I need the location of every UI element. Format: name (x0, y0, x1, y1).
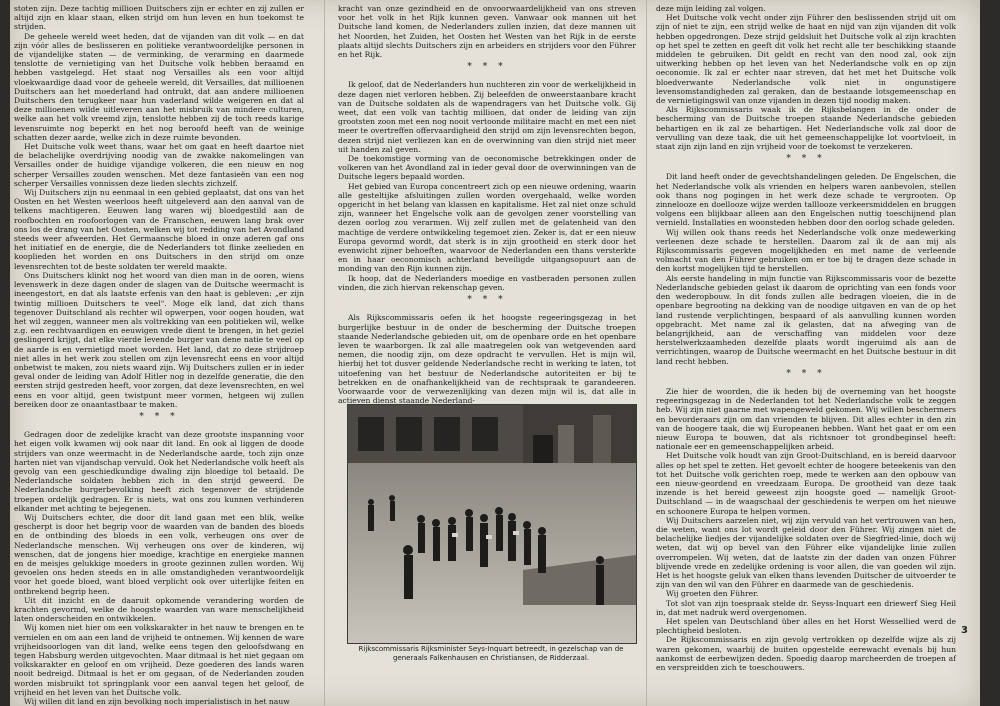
section-separator: * * * (467, 295, 507, 306)
paragraph: Het Duitsche volk vecht onder zijn Führer den beslissenden strijd uit om zijn of niet te zijn, een strijd welke de haat en nijd van zijn vijanden dit volk hebben opgedrongen. Deze strijd geldsluit het Duitsche volk al zijn krachten op het spel te zetten en geeft dit volk het recht alle ter beschikking staande middelen te gebruiken. Dit geldt en recht van den nood zal, ook zijn uitwerking hebben op het leven van het Nederlandsche volk en op zijn oeconomie. Ik zal er echter naar streven, dat het met het Duitsche volk bloedverwante Nederlandsche volk niet in ongunstigere levensomstandigheden zal geraken, dan de bestaande lotsgemeenschap en de vernietigingswil van onze vijanden in dezen tijd noodig maken. (656, 13, 956, 106)
paragraph: Wij groeten den Führer. (666, 589, 759, 599)
text-column-left (14, 4, 304, 706)
paragraph: Wij Duitschers aarzelen niet, wij zijn vervuld van het vertrouwen van hen, die weten, want ons lot wordt geleid door den Führer. Wij zingen niet de belachelijke liedjes der vijandelijke soldaten over de Siegfried-linie, doch wij weten, dat wij op bevel van den Führer elke vijandelijke linie zullen overrompelen. Wij weten, dat de laatste zin der daden van onzen Führer blijvende vrede en zedelijke ordening is voor allen, die van goeden wil zijn. Het is het hoogste geluk van elken thans levenden Duitscher de uitvoerder te zijn van den wil van den Führer en daarmede van de geschiedenis. (656, 515, 956, 590)
section-separator: * * * (786, 154, 826, 165)
text-column-middle (338, 4, 636, 405)
paragraph: Als Rijkscommissaris oefen ik het hoogste regeeringsgezag in het burgerlijke bestuur in de onder de bescherming der Duitsche troepen staande Nederlandsche gebieden uit, om de openbare orde en het openbare leven te waarborgen. Ik zal alle maatregelen ook van wetgevenden aard nemen, die noodig zijn, om deze opdracht te vervullen. Het is mijn wil, hierbij het tot dusver geldende Nederlandsche recht in werking te laten, tot uitoefening van het bestuur de Nederlandsche autoriteiten er bij te betrekken en de onafhankelijkheid van de rechtspraak te garandeeren. Voorwaarde voor de verwezenlijking van dezen mijn wil is, dat alle in actieven dienst staande Nederland- (338, 313, 636, 406)
photo-caption: Rijkscommissaris Rijksminister Seys-Inquart betreedt, in gezelschap van de generaals Falkenhausen en Christiansen, de Ridderzaal. (358, 645, 624, 662)
paragraph: Het Duitsche volk houdt van zijn Groot-Duitschland, en is bereid daarvoor alles op het spel te zetten. Het gevoelt echter de hoogere beteekenis van den tot het Duitsche volk gerichten roep, mede te werken aan den opbouw van een nieuw-geordend en vreedzaam Europa. De grootheid van deze taak inzende is het bereid geweest zijn hoogste goed — namelijk Groot-Duitschland — in de waagschaal der geschiedenis te werpen om het nieuwe en schoonere Europa te helpen vormen. (656, 451, 956, 516)
page-marker: 3 (961, 625, 968, 636)
section-separator: * * * (467, 62, 507, 73)
newspaper-page (10, 0, 980, 706)
news-photo (347, 404, 637, 644)
section-separator: * * * (786, 368, 826, 379)
paragraph: Wij komen niet hier om een volkskarakter in het nauw te brengen en te vernielen en om aan een land de vrijheid te ontnemen. Wij kennen de ware vrijheidsoorlogen van dit land, welke eens tegen den geloofsdwang en tegen Habsburg werden uitgevochten. Maar ditmaal is het niet gegaan om volkskarakter en geloof en om vrijheid. Deze goederen des lands waren nooit bedreigd. Ditmaal is het er om gegaan, of de Nederlanden zouden worden misbruikt tot springplank voor een aanval tegen het geloof, de vrijheid en het leven van het Duitsche volk. (14, 623, 304, 697)
photo-ridderzaal-entrance (348, 405, 636, 643)
paragraph: Wij Duitschers echter, die door dit land gaan met een blik, welke gescherpt is door het begrip voor de waarden van de banden des bloeds en de ontbinding des bloeds in een volk, verheugen ons over de Nederlandsche menschen. Wij verheugen ons over de kinderen, wij wenschen, dat de jongens hier moedige, krachtige en energieke mannen en de meisjes gelukkige moeders in groote gezinnen zullen worden. Wij gevoelen ons heden steeds en in alle omstandigheden verantwoordelijk voor het goede bloed, want bloed verplicht ook over uiterlijke feiten en ontbrekend begrip heen. (14, 512, 304, 596)
paragraph: Tot slot van zijn toespraak stelde dr. Seyss-Inquart een driewerf Sieg Heil in, dat met nadruk werd overgenomen. (656, 598, 956, 617)
paragraph: De geheele wereld weet heden, dat de vijanden van dit volk — en dat zijn vóór alles de beslisseren en politieke verantwoordelijke personen in de vijandelijke staten — de verminking, de verarming en daarmede tenslotte de vernietiging van het Duitsche volk hebben beraamd en hebben vastgelegd. Het staat nog Versailles als een voor altijd vloekwaardige daad voor de geheele wereld, dit Versailles, dat millioenen Duitschers aan het moederland had ontrukt, dat aan andere millioenen Duitschers den terugkeer naar hun vaderland wilde weigeren en dat al deze millioenen wilde uitleveren aan het misbruik van mindere culturen, welke aan het volk vreemd zijn, tenslotte hebben zij de toch reeds karige levensruimte nog beperkt en het nog beroofd heeft van de weinige schatten dezer aarde, welke zich in deze ruimte bevonden. (14, 31, 304, 142)
paragraph: Gedragen door de zedelijke kracht van deze grootste inspanning voor het eigen volk kwamen wij ook naar dit land. En ook al liggen de doode strijders van onze weermacht in de Nederlandsche aarde, toch zijn onze harten niet van vijandschap vervuld. Ook het Nederlandsche volk heeft als gevolg van een geschiedkundige dwaling zijn bloedige tol betaald. De Nederlandsche soldaten hebben zich in den strijd geweerd. De Nederlandsche burgerbevolking heeft zich tegenover de strijdende troepen ordelijk gedragen. Er is niets, wat ons zou kunnen verhinderen elkander met achting te bejegenen. (14, 430, 304, 513)
paragraph: Uit dit inzicht en de daaruit opkomende verandering worden de krachten gevormd, welke de hoogste waarden van ware menschelijkheid laten onderscheiden en ontwikkelen. (14, 595, 304, 624)
paragraph: Ons Duitschers klinkt nog het woord van dien man in de ooren, wiens levenswerk in deze dagen onder de slagen van de Duitsche weermacht is ineengestort, en dat als laatste erfenis van den haat is gebleven: „er zijn twintig millioen Duitschers te veel". Moge elk land, dat zich thans tegenover Duitschland als rechter wil opwerpen, voor oogen houden, wat het wil zeggen, wanneer men als voltrekking van een politieken wil, welke z.g. een rechtvaardigen en eeuwigen vrede dient te brengen, in het geziel geslingerd krijgt, dat elke vierde levende burger van dene natie te veel op de aarde is en vernietigd moet worden. Het land, dat zo deze strijdroep niet alles in het werk zou stellen om zijn levensrecht eens en voor altijd onbetwist te maken, zou niets waard zijn. Wij Duitschers zullen er in ieder geval onder de leiding van Adolf Hitler nog in dezelfde generatie, die den eersten strijd gestreden heeft, voor zorgen, dat deze levensrechten, en wel eens en voor altijd, geen twistpunt meer vormen, hetgeen wij zullen bereiken door ze onaantastbaar te maken. (14, 270, 304, 409)
paragraph: Dit land heeft onder de gevechtshandelingen geleden. De Engelschen, die het Nederlandsche volk als vrienden en helpers waren aanbevolen, stellen ook thans nog pogingen in het werk deze schade te vergrooten. Op zinnelooze en doellooze wijze werden talllooze verkeersmiddelen en bruggen volgens een blijkbaar alleen aan den Engelschen nuttig toeschijnend plan vernield. Installaties en woonsteden hebben door den oorlog schade geleden. (656, 172, 956, 228)
paragraph: Ik hoop, dat de Nederlanders moedige en vastberaden personen zullen vinden, die zich hiervan rekenschap geven. (338, 273, 636, 292)
paragraph: Wij Duitschers zijn nu eenmaal in een gebied geplaatst, dat ons van het Oosten en het Westen weerloos heeft uitgeleverd aan den aanval van de telkens machtigeren. Eeuwen lang waren wij bloedgestild aan de roofbochten en roofoorlogen van de Franschen, eeuwen lang brak over ons los de drang van het Oosten, welken wij tot redding van het Avondland steeds weer afweerden. Het Germaansche bloed in onze aderen gaf ons het initiatief en de energie, die de Nederlanders tot flinke zeelieden en kooplieden het worden en ons Duitschers in den strijd om onze levensrechten tot de beste soldaten ter wereld maakte. (14, 188, 304, 271)
paragraph: Wij willen dit land en zijn bevolking noch imperialistisch in het nauw (24, 697, 290, 706)
paragraph: Het gebied van Europa concentreert zich op een nieuwe ordening, waarin alle gesteltijke afsluitingen zullen worden overgehaald, welke worden opgericht in het belang van klassen en kapitalisme. Het zal niet onze schuld zijn, wanneer het Engelsche volk aan de gevolgen zener voorstelling van dezen oorlog zou verarmen. Wij zelf zullen met de gelatenheid van den machtige de verdere ontwikkeling tegemoet zien. Zeker is, dat er een nieuw Europa gevormd wordt, dat sterk is in zijn grootheid en sterk door het evenwicht zijner behoeften, waarvoor de Nederlanden een thans versterkte en in haar oeconomisch achterland beveiligde uitgangsopuurt aan de monding van den Rijn kunnen zijn. (338, 181, 636, 274)
section-separator: * * * (139, 411, 179, 422)
paragraph: Zie hier de woorden, die ik heden bij de overneming van het hoogste regeeringsgezag in de Nederlanden tot het Nederlandsche volk te zeggen heb. Wij zijn niet gaarne met wapengeweld gekomen. Wij willen beschermers en bevorderaars zijn om dan vrienden te blijven. Dit alles echter in den zin van de hoogere taak, die wij Europeanen hebben. Want het gaat er om een nieuw Europa te bouwen, dat als richtsnoer tot grondbeginsel heeft: nationale eer en gemeenschappelijken arbeid. (656, 386, 956, 452)
paragraph: kracht van onze gezindheid en de onvoorwaardelijkheid van ons streven voor het volk in het Rijk kunnen geven. Vanwaar ook mannen uit het Duitsche land komen, de Nederlanders zullen inzien, dat deze mannen uit het Noorden, het Zuiden, het Oosten het Westen van het Rijk in de eerste plaats altijd slechts Duitschers zijn en arbeiders en strijders voor den Führer en het Rijk. (338, 4, 636, 60)
paragraph: Het Duitsche volk weet thans, waar het om gaat en heeft daartoe niet de belachelijke overdrijving noodig van de zwakke nakomelingen van Versailles onder de huidige vijandige volkeren, die een nieuw en nog scherper Versailles zouden wenschen. Met deze fantasieën van een nog scherper Versailles vonnissen deze lieden slechts zichzelf. (14, 142, 304, 188)
column-divider (324, 0, 325, 706)
paragraph: deze mijn leiding zal volgen. (656, 4, 766, 13)
paragraph: Wij willen ook thans reeds het Nederlandsche volk onze medewerking verleenen deze schade te herstellen. Daarom zal ik de aan mij als Rijkscommissaris gegeven mogelijkheden en met name de verleende volmacht van den Führer gebruiken om er toe bij te dragen deze schade in den kortst mogelijken tijd te herstellen. (656, 227, 956, 274)
paragraph: De Rijkscommissaris en zijn gevolg vertrokken op dezelfde wijze als zij waren gekomen, waarbij de buiten opgestelde eerewacht evenals bij hun aankomst de eerbewijzen deden. Spoedig daarop marcheerden de troepen af en verspreidden zich te toeschouwers. (656, 635, 956, 673)
column-divider (646, 0, 647, 706)
paragraph: De toekomstige vorming van de oeconomische betrekkingen onder de volkeren van het Avondland zal in ieder geval door de overwinningen van de Duitsche legers bepaald worden. (338, 154, 636, 182)
text-column-right (656, 4, 956, 672)
paragraph: Ik geloof, dat de Nederlanders hun nuchteren zin voor de werkelijkheid in deze dagen niet verloren hebben. Zij beleefden de onweerstaanbare kracht van de Duitsche soldaten als de wapendragers van het Duitsche volk. Gij weet, dat een volk van tachtig millioen, dat onder de leiding van zijn grootsten zoon met een nog nooit vertoonde militaire macht en met een niet meer te overtreffen offervaardigheid den strijd om zijn levensrechten begon, dezen strijd niet verliezen kan en de overwinning van dien strijd niet meer uit handen zal geven. (338, 80, 636, 154)
paragraph: Het spelen van Deutschland über alles en het Horst Wessellied werd de plechtigheid besloten. (656, 617, 956, 636)
paragraph: Als Rijkscommissaris waak ik de Rijksbelangen in de onder de bescherming van de Duitsche troepen staande Nederlandsche gebieden behartigen en ik zal ze behartigen. Het Nederlandsche volk zal door de vervulling van deze taak, die uit het gemeenschappelijke lot voortvloeit, in staat zijn zijn land en zijn vrijheid voor de toekomst te verzekeren. (656, 105, 956, 152)
paragraph: Als eerste handeling in mijn functie van Rijkscommissaris voor de bezette Nederlandsche gebieden gelast ik daarom de oprichting van een fonds voor den wederopbouw. In dit fonds zullen alle bedragen vloeien, die in de openbare begrooting na dekking van de noodige uitgaven en van de op het land rustende verplichtingen, bespaard of als aanvulling kunnen worden opgebracht. Met name zal ik gelasten, dat na afweging van de belangrijkheid, aan de verschaffing van middelen voor deze herstelwerkzaamheden dezelfde plaats wordt ingeruimd als aan de verrichtingen, waarop de Duitsche weermacht en het Duitsche bestuur in dit land recht hebben. (656, 273, 956, 366)
paragraph: stoten zijn. Deze tachtig millioen Duitschers zijn er echter en zij zullen er altijd zijn en klaar staan, elken strijd om hun leven en hun toekomst te strijden. (14, 4, 304, 32)
